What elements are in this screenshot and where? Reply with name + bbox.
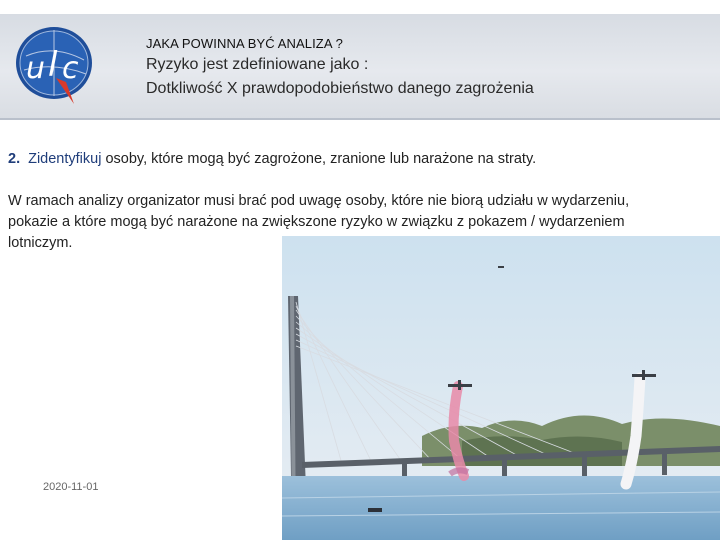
svg-text:u: u: [26, 51, 46, 86]
svg-text:c: c: [62, 51, 79, 86]
header-divider: [0, 118, 720, 120]
body-paragraph: W ramach analizy organizator musi brać pod uwagę osoby, które nie biorą udziału w wydarzeniu, pokazie a które mogą być narażone na zwiększone ryzyko w związku z pokazem / wydarzeniem lotniczym.: [8, 193, 630, 251]
slide-date: 2020-11-01: [43, 481, 99, 493]
ulc-logo-icon: [12, 22, 96, 106]
slide-title: JAKA POWINNA BYĆ ANALIZA ?: [146, 36, 343, 51]
point-number: 2.: [8, 151, 21, 167]
definition-line-2: Dotkliwość X prawdopodobieństwo danego zagrożenia: [146, 80, 534, 97]
definition-line-1: Ryzyko jest zdefiniowane jako :: [146, 56, 369, 73]
point-text: osoby, które mogą być zagrożone, zranione lub narażone na straty.: [101, 151, 537, 167]
svg-text:l: l: [48, 45, 58, 85]
point-keyword: Zidentyfikuj: [28, 151, 102, 167]
airshow-bridge-photo: [282, 236, 720, 540]
point-two: [8, 151, 536, 167]
